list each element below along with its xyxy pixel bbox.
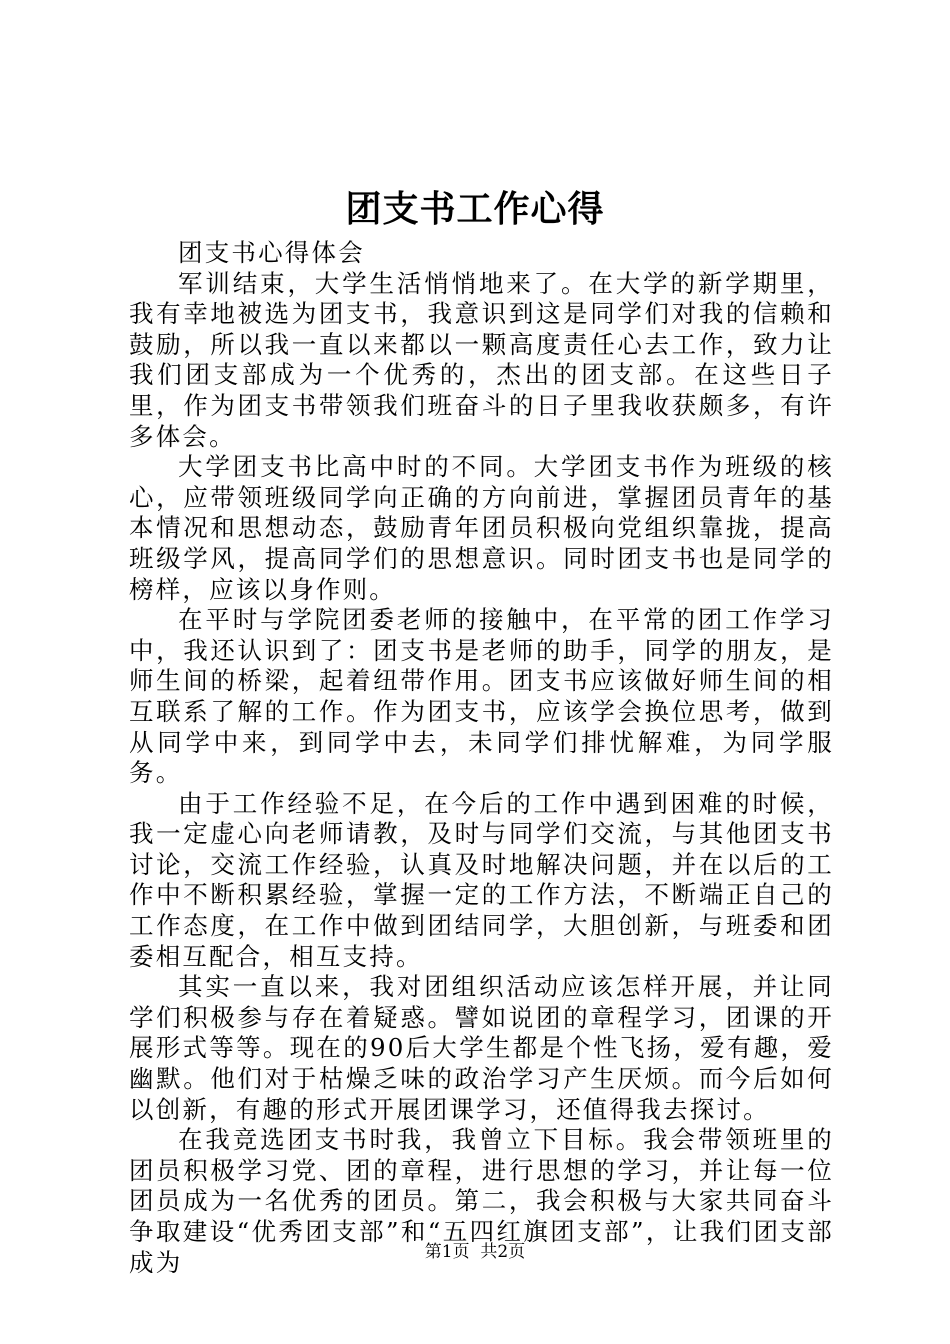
body-paragraph: 大学团支书比高中时的不同。大学团支书作为班级的核心，应带领班级同学向正确的方向前进，掌握团员青年的基本情况和思想动态，鼓励青年团员积极向党组织靠拢，提高班级学风，提高同学们的思想意识。同时团支书也是同学的榜样，应该以身作则。 [129,452,834,604]
subtitle-paragraph: 团支书心得体会 [178,238,365,267]
document-body [129,238,834,1278]
body-paragraph: 军训结束，大学生活悄悄地来了。在大学的新学期里，我有幸地被选为团支书，我意识到这是同学们对我的信赖和鼓励，所以我一直以来都以一颗高度责任心去工作，致力让我们团支部成为一个优秀的，杰出的团支部。在这些日子里，作为团支书带领我们班奋斗的日子里我收获颇多，有许多体会。 [129,268,834,451]
body-paragraph: 在平时与学院团委老师的接触中，在平常的团工作学习中，我还认识到了：团支书是老师的助手，同学的朋友，是师生间的桥梁，起着纽带作用。团支书应该做好师生间的相互联系了解的工作。作为团支书，应该学会换位思考，做到从同学中来，到同学中去，未同学们排忧解难，为同学服务。 [129,605,834,788]
document-title: 团支书工作心得 [345,188,605,230]
body-paragraph: 其实一直以来，我对团组织活动应该怎样开展，并让同学们积极参与存在着疑惑。譬如说团的章程学习，团课的开展形式等等。现在的90后大学生都是个性飞扬，爱有趣，爱幽默。他们对于枯燥乏味的政治学习产生厌烦。而今后如何以创新，有趣的形式开展团课学习，还值得我去探讨。 [129,972,834,1124]
page-footer [0,1241,950,1263]
body-paragraph: 由于工作经验不足，在今后的工作中遇到困难的时候，我一定虚心向老师请教，及时与同学们交流，与其他团支书讨论，交流工作经验，认真及时地解决问题，并在以后的工作中不断积累经验，掌握一定的工作方法，不断端正自己的工作态度，在工作中做到团结同学，大胆创新，与班委和团委相互配合，相互支持。 [129,788,834,971]
page-total: 共2页 [480,1242,526,1262]
body-paragraph: 在我竞选团支书时我，我曾立下目标。我会带领班里的团员积极学习党、团的章程，进行思想的学习，并让每一位团员成为一名优秀的团员。第二，我会积极与大家共同奋斗争取建设“优秀团支部”和“五四红旗团支部”，让我们团支部成为 [129,1125,834,1277]
page-number: 第1页 [424,1242,470,1262]
